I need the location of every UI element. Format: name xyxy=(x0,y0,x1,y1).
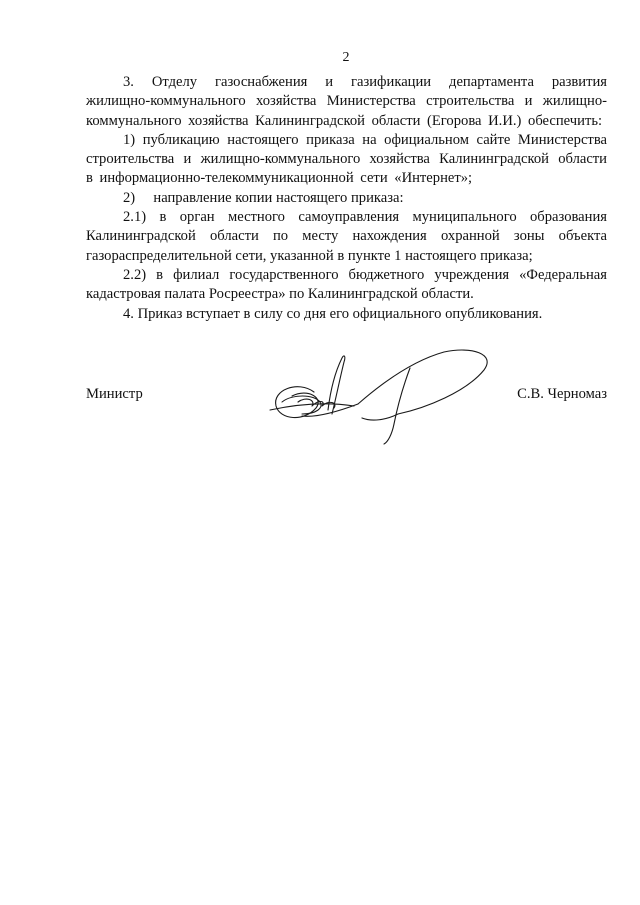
paragraph-3-2-2: 2.2) в филиал государственного бюджетного учреждения «Федеральная кадастровая палата Росреестра» по Калининградской области. xyxy=(86,266,607,303)
paragraph-3-1: 1) публикацию настоящего приказа на официальном сайте Министерства строительства и жилищно-коммунального хозяйства Калининградской области в информационно-телекоммуникационной сети «Интернет»; xyxy=(86,131,607,187)
paragraph-3-2: 2) направление копии настоящего приказа: xyxy=(123,189,404,206)
handwritten-signature xyxy=(258,344,508,448)
page-number: 2 xyxy=(342,50,350,65)
signer-role: Министр xyxy=(86,386,143,402)
signer-name: С.В. Черномаз xyxy=(517,386,607,402)
paragraph-4: 4. Приказ вступает в силу со дня его официального опубликования. xyxy=(123,305,543,322)
paragraph-3-2-1: 2.1) в орган местного самоуправления муниципального образования Калининградской области по месту нахождения охранной зоны объекта газораспределительной сети, указанной в пункте 1 настоящего приказа; xyxy=(86,209,607,264)
signature-strokes xyxy=(270,350,487,444)
paragraph-3: 3. Отделу газоснабжения и газификации департамента развития жилищно-коммунального хозяйства Министерства строительства и жилищно-коммунального хозяйства Калининградской области (Егорова И.И.) обеспечить: xyxy=(86,74,607,129)
document-body xyxy=(86,73,607,324)
